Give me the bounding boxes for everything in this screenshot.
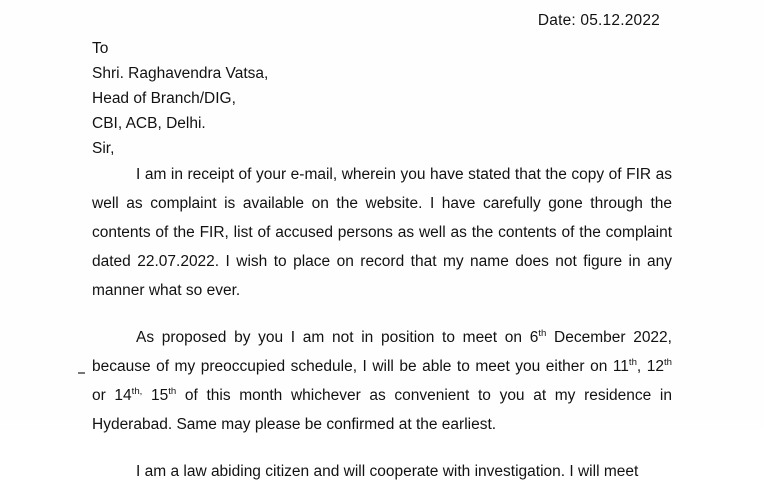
address-block (92, 36, 268, 161)
address-line-designation: Head of Branch/DIG, (92, 90, 236, 107)
address-line-office: CBI, ACB, Delhi. (92, 115, 206, 132)
paragraph-law-abiding: I am a law abiding citizen and will cooperate with investigation. I will meet (136, 463, 639, 480)
date-line: Date: 05.12.2022 (537, 12, 660, 29)
letter-body (92, 160, 672, 486)
paragraph-receipt-of-email: I am in receipt of your e-mail, wherein you have stated that the copy of FIR as well as complaint is available on the website. I have carefully gone through the contents of the FIR, list of accused persons as well as the contents of the complaint dated 22.07.2022. I wish to place on record that my name does not figure in any manner what so ever. (92, 166, 672, 299)
margin-mark (78, 372, 85, 374)
salutation: Sir, (92, 140, 115, 157)
address-line-recipient-name: Shri. Raghavendra Vatsa, (92, 65, 269, 82)
paragraph-proposed-meeting: As proposed by you I am not in position to meet on 6th December 2022, because of my preoccupied schedule, I will be able to meet you either on 11th, 12th or $14^{th,}$ 15th of this month whichever as convenient to you at my residence in Hyderabad. Same may please be confirmed at the earliest. (92, 327, 672, 433)
address-line-to: To (92, 40, 109, 57)
